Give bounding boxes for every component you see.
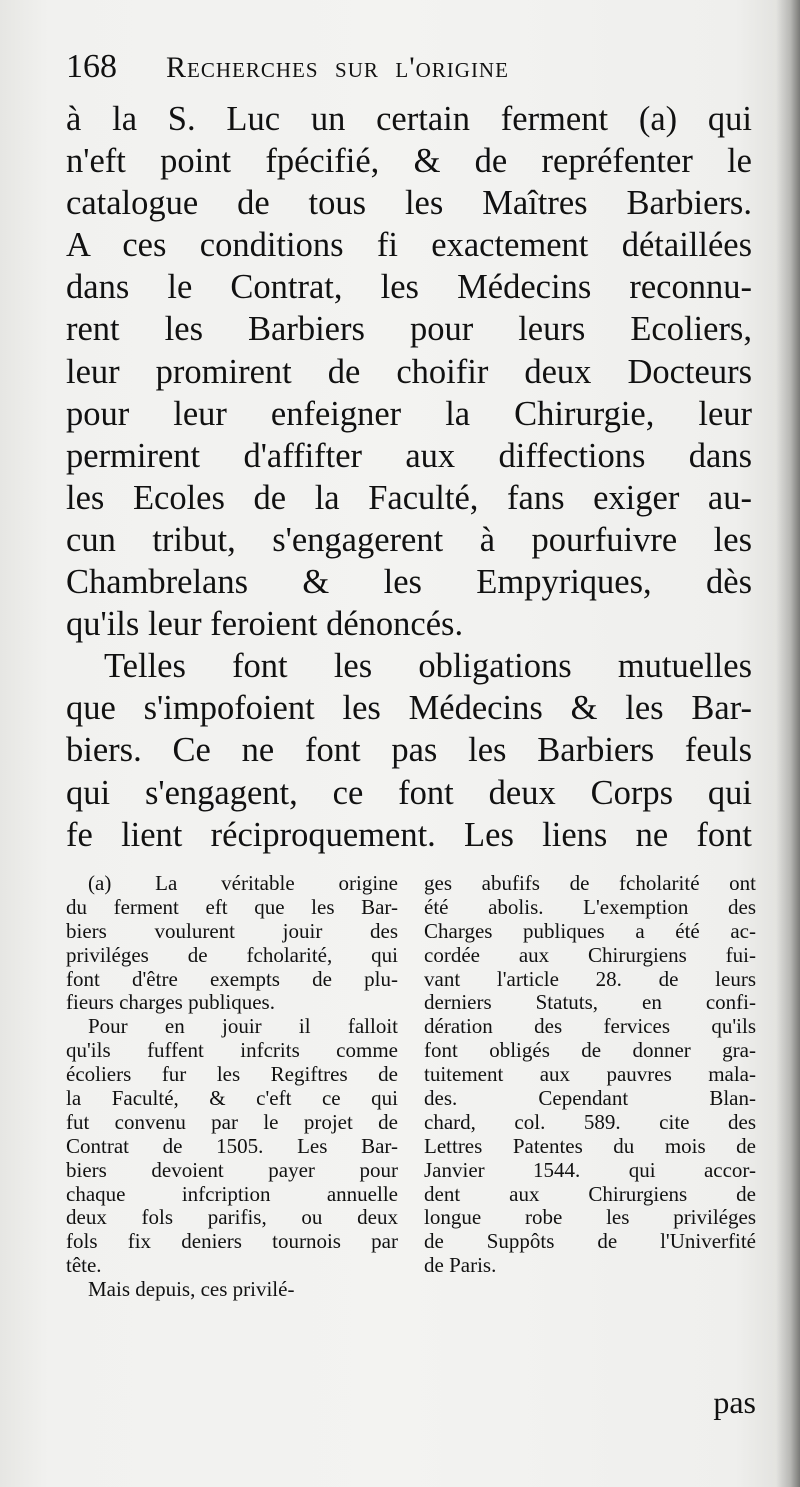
footnote-line: biers voulurent jouir des — [66, 919, 398, 943]
text-line: que s'impofoient les Médecins & les Bar- — [66, 689, 752, 728]
footnote-line: Charges publiques a été ac- — [424, 919, 756, 943]
footnote-line: deux fols parifis, ou deux — [66, 1206, 398, 1230]
footnote-line: des. Cependant Blan- — [424, 1087, 756, 1111]
text-line: à la S. Luc un certain ferment (a) qui — [66, 100, 752, 138]
footnote-line: dération des fervices qu'ils — [424, 1015, 756, 1039]
footnote-line: (a) La véritable origine — [88, 872, 398, 895]
footnote-line: fieurs charges publiques. — [66, 991, 275, 1015]
footnote-line: tête. — [66, 1254, 102, 1278]
footnote-line: font d'être exempts de plu- — [66, 967, 398, 991]
page-edge-shadow — [776, 0, 800, 1487]
footnote-line: ges abufifs de fcholarité ont — [424, 872, 756, 895]
footnote-line: longue robe les priviléges — [424, 1206, 756, 1230]
footnote-line: chard, col. 589. cite des — [424, 1110, 756, 1134]
footnote-line: Lettres Patentes du mois de — [424, 1134, 756, 1158]
footnote-line: fols fix deniers tournois par — [66, 1230, 398, 1254]
footnote-column-left — [66, 872, 398, 1302]
footnote-line: Janvier 1544. qui accor- — [424, 1158, 756, 1182]
text-line: leur promirent de choifir deux Docteurs — [66, 352, 752, 391]
catchword: pas — [713, 1384, 756, 1420]
footnote-line: cordée aux Chirurgiens fui- — [424, 943, 756, 967]
footnote-line: vant l'article 28. de leurs — [424, 967, 756, 991]
footnote-line: Mais depuis, ces privilé- — [88, 1278, 295, 1302]
text-line: pour leur enfeigner la Chirurgie, leur — [66, 394, 752, 433]
text-line: rent les Barbiers pour leurs Ecoliers, — [66, 310, 752, 349]
text-line: biers. Ce ne font pas les Barbiers feuls — [66, 731, 752, 770]
footnote-line: font obligés de donner gra- — [424, 1039, 756, 1063]
footnote-line: de Paris. — [424, 1254, 497, 1278]
running-head: Recherches sur l'origine — [166, 51, 509, 84]
text-line: qu'ils leur feroient dénoncés. — [66, 605, 464, 644]
page-number: 168 — [66, 48, 117, 85]
footnote-line: la Faculté, & c'eft ce qui — [66, 1087, 398, 1111]
footnote-line: priviléges de fcholarité, qui — [66, 943, 398, 967]
footnote-line: chaque infcription annuelle — [66, 1182, 398, 1206]
text-line: A ces conditions fi exactement détaillées — [66, 226, 752, 265]
footnote-line: Contrat de 1505. Les Bar- — [66, 1134, 398, 1158]
main-text-block — [66, 98, 752, 856]
footnote-line: écoliers fur les Regiftres de — [66, 1063, 398, 1087]
footnote-line: été abolis. L'exemption des — [424, 895, 756, 919]
text-line: Chambrelans & les Empyriques, dès — [66, 563, 752, 602]
text-line: permirent d'affifter aux diffections dans — [66, 436, 752, 475]
footnote-line: Pour en jouir il falloit — [88, 1015, 398, 1039]
footnote-line: fut convenu par le projet de — [66, 1110, 398, 1134]
text-line: qui s'engagent, ce font deux Corps qui — [66, 773, 752, 812]
footnote-line: de Suppôts de l'Univerfité — [424, 1230, 756, 1254]
text-line: catalogue de tous les Maîtres Barbiers. — [66, 184, 752, 223]
text-line: dans le Contrat, les Médecins reconnu- — [66, 268, 752, 307]
footnote-line: qu'ils fuffent infcrits comme — [66, 1039, 398, 1063]
footnote-line: dent aux Chirurgiens de — [424, 1182, 756, 1206]
text-line: les Ecoles de la Faculté, fans exiger au- — [66, 478, 752, 517]
footnote-line: biers devoient payer pour — [66, 1158, 398, 1182]
text-line: fe lient réciproquement. Les liens ne font — [66, 815, 752, 854]
footnote-line: tuitement aux pauvres mala- — [424, 1063, 756, 1087]
page-header — [66, 48, 756, 96]
footnote-line: derniers Statuts, en confi- — [424, 991, 756, 1015]
footnote-column-right — [424, 872, 756, 1302]
text-line: cun tribut, s'engagerent à pourfuivre les — [66, 520, 752, 559]
text-line: n'eft point fpécifié, & de repréfenter le — [66, 142, 752, 181]
text-line: Telles font les obligations mutuelles — [104, 647, 752, 686]
footnotes — [66, 872, 756, 1302]
footnote-line: du ferment eft que les Bar- — [66, 895, 398, 919]
